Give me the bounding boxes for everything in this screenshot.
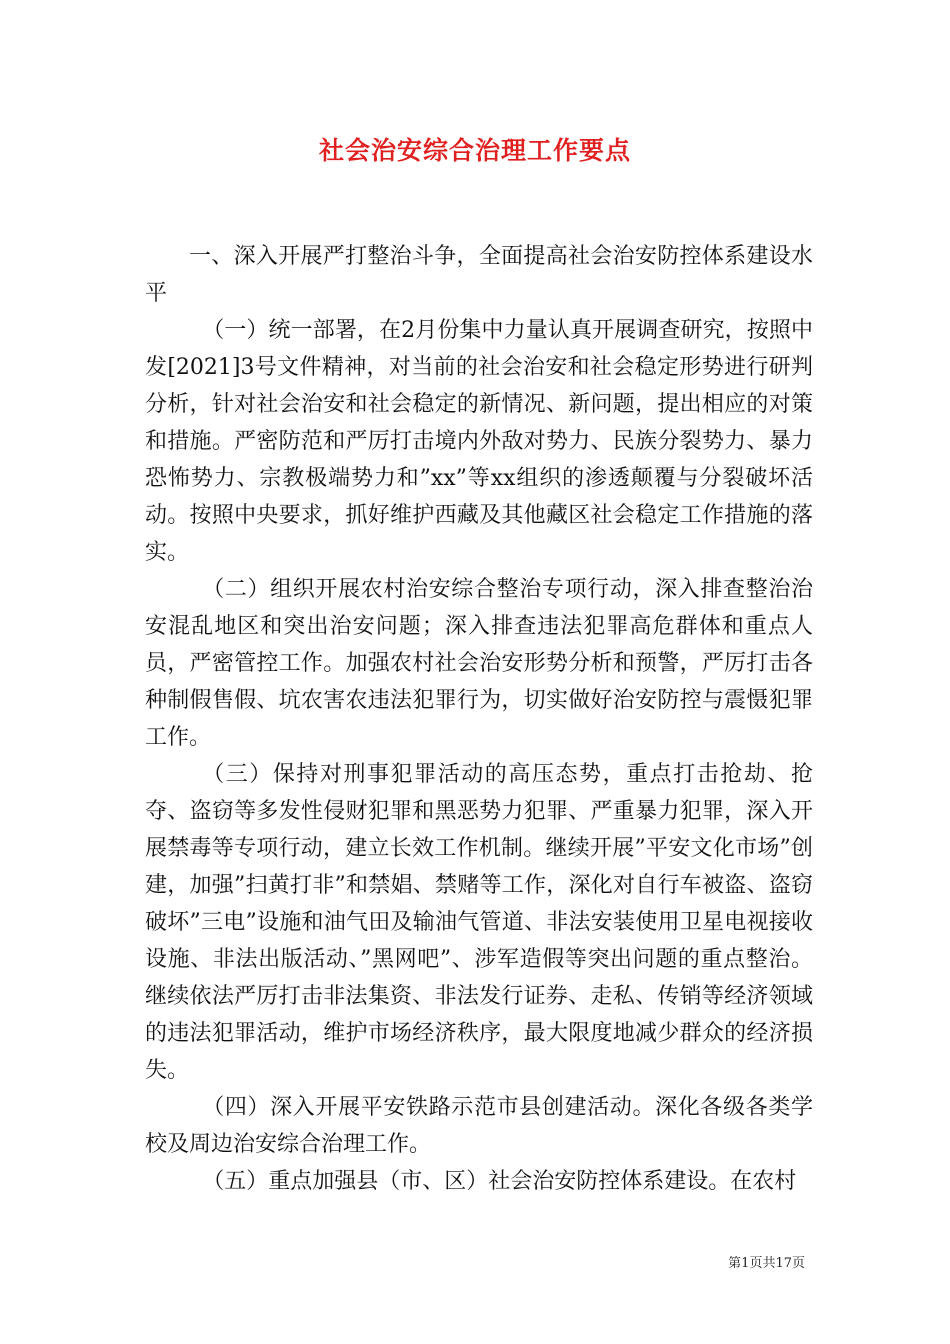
paragraph-item-5: （五）重点加强县（市、区）社会治安防控体系建设。在农村 bbox=[202, 1169, 797, 1194]
document-title: 社会治安综合治理工作要点 bbox=[318, 136, 631, 165]
page-number: 第1页共17页 bbox=[728, 1256, 805, 1271]
paragraph-item-4: （四）深入开展平安铁路示范市县创建活动。深化各级各类学校及周边治安综合治理工作。 bbox=[145, 1095, 813, 1157]
paragraph-item-3: （三）保持对刑事犯罪活动的高压态势，重点打击抢劫、抢夺、盗窃等多发性侵财犯罪和黑恶势力犯罪、严重暴力犯罪，深入开展禁毒等专项行动，建立长效工作机制。继续开展”平安文化市场”创建，加强”扫黄打非”和禁娼、禁赌等工作，深化对自行车被盗、盗窃破坏”三电”设施和油气田及输油气管道、非法安装使用卫星电视接收设施、非法出版活动、”黑网吧”、涉军造假等突出问题的重点整治。继续依法严厉打击非法集资、非法发行证券、走私、传销等经济领域的违法犯罪活动，维护市场经济秩序，最大限度地减少群众的经济损失。 bbox=[145, 762, 813, 1083]
paragraph-item-1: （一）统一部署，在2月份集中力量认真开展调查研究，按照中发[2021]3号文件精神，对当前的社会治安和社会稳定形势进行研判分析，针对社会治安和社会稳定的新情况、新问题，提出相应的对策和措施。严密防范和严厉打击境内外敌对势力、民族分裂势力、暴力恐怖势力、宗教极端势力和”xx”等xx组织的渗透颠覆与分裂破坏活动。按照中央要求，抓好维护西藏及其他藏区社会稳定工作措施的落实。 bbox=[145, 318, 813, 565]
document-body bbox=[145, 238, 813, 1200]
section-heading-1: 一、深入开展严打整治斗争，全面提高社会治安防控体系建设水平 bbox=[145, 244, 813, 306]
paragraph-item-2: （二）组织开展农村治安综合整治专项行动，深入排查整治治安混乱地区和突出治安问题；深入排查违法犯罪高危群体和重点人员，严密管控工作。加强农村社会治安形势分析和预警，严厉打击各种制假售假、坑农害农违法犯罪行为，切实做好治安防控与震慑犯罪工作。 bbox=[145, 577, 813, 750]
